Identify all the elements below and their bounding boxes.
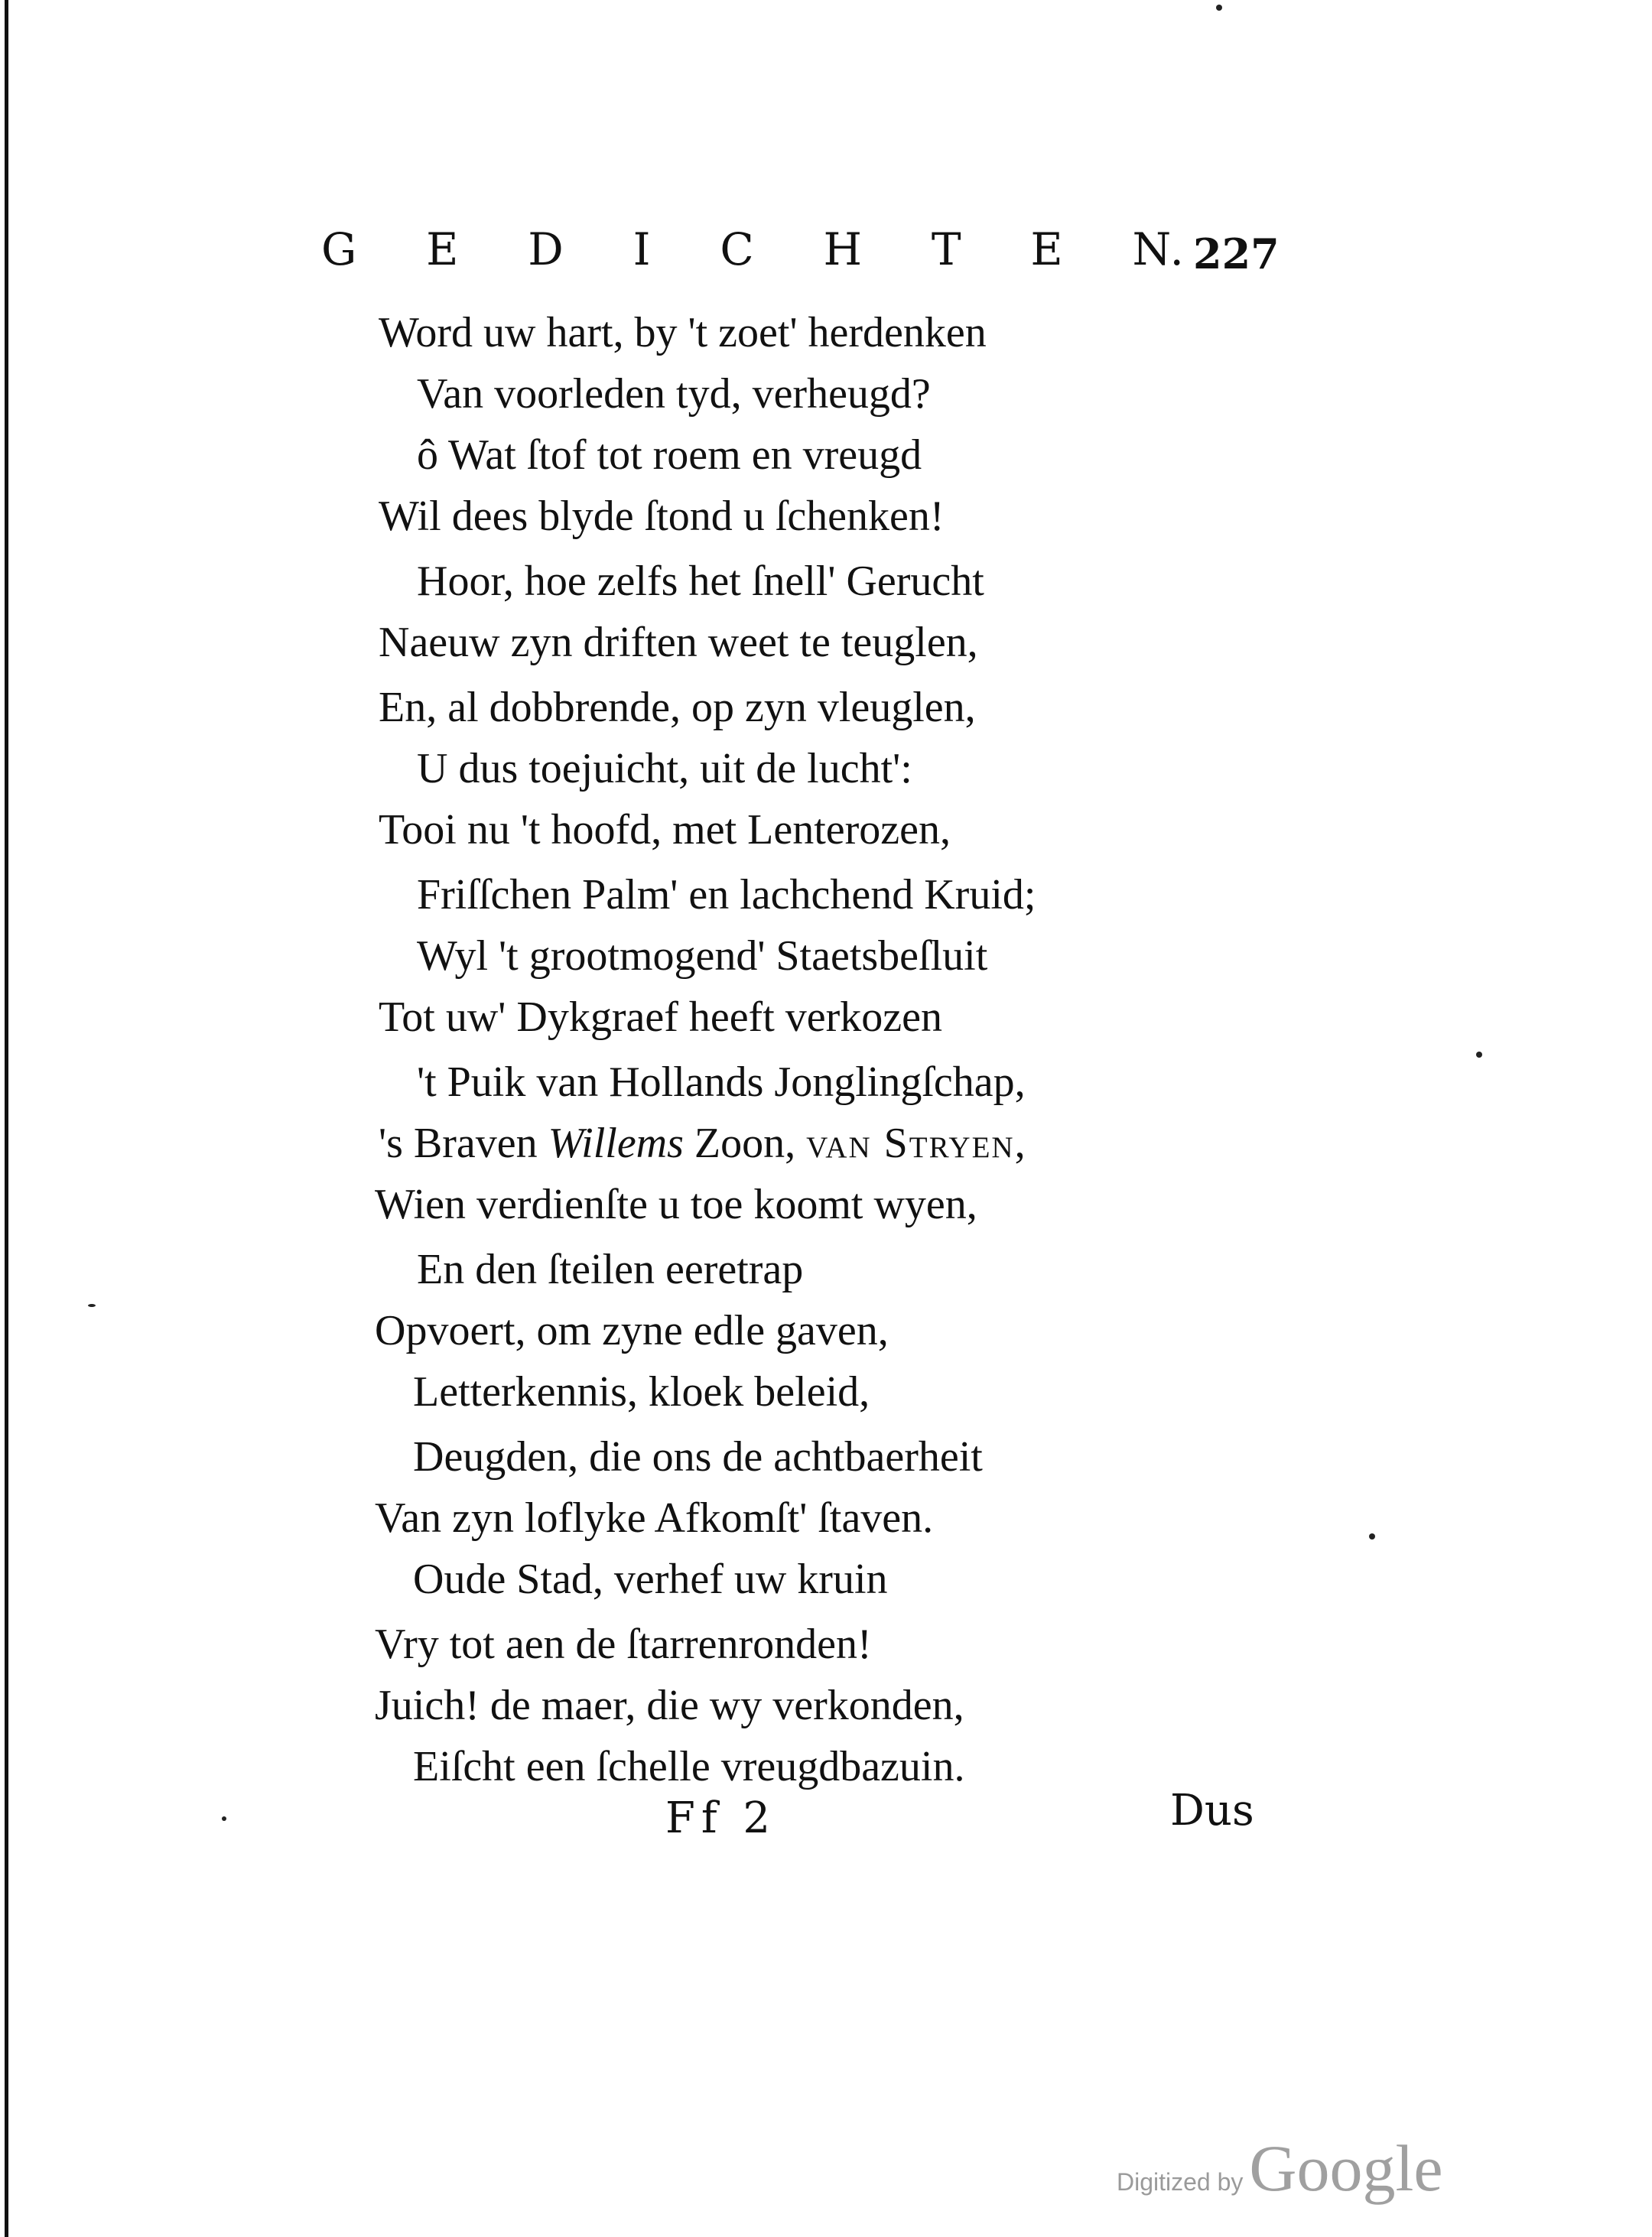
- poem-line: [379, 1117, 1026, 1170]
- poem-line: Hoor, hoe zelfs het ſnell' Gerucht: [417, 558, 984, 605]
- poem-line-text: ,: [1014, 1120, 1026, 1167]
- poem-line: Word uw hart, by 't zoet' herdenken: [379, 309, 987, 356]
- poem-line-small-caps-name: van Stryen: [806, 1120, 1015, 1167]
- google-logo: Google: [1249, 2131, 1443, 2205]
- poem-line: En, al dobbrende, op zyn vleuglen,: [379, 684, 976, 731]
- running-head-letter: C: [720, 223, 756, 275]
- poem-line: Naeuw zyn driften weet te teuglen,: [379, 619, 978, 666]
- page-number: 227: [1193, 229, 1280, 278]
- poem-line: Wyl 't grootmogend' Staetsbeſluit: [417, 932, 988, 980]
- poem-line: Wien verdienſte u toe koomt wyen,: [375, 1181, 977, 1228]
- poem-line: Tot uw' Dykgraef heeft verkozen: [379, 993, 942, 1041]
- poem-line: 't Puik van Hollands Jonglingſchap,: [417, 1058, 1026, 1106]
- poem-line: Oude Stad, verhef uw kruin: [413, 1556, 888, 1603]
- scan-speck: [88, 1304, 96, 1307]
- poem-line: Opvoert, om zyne edle gaven,: [375, 1307, 889, 1354]
- poem-line: Deugden, die ons de achtbaerheit: [413, 1433, 983, 1481]
- running-head-letter: I: [633, 223, 652, 275]
- running-head-letter: H: [823, 223, 864, 275]
- poem-line: Tooi nu 't hoofd, met Lenterozen,: [379, 806, 951, 854]
- poem-line: Wil dees blyde ſtond u ſchenken!: [379, 493, 945, 540]
- scan-speck: [1476, 1052, 1482, 1058]
- page-edge-shadow: [5, 0, 8, 2237]
- running-head-letter: T: [931, 223, 963, 275]
- scan-speck: [1216, 5, 1222, 11]
- scan-speck: [222, 1816, 226, 1821]
- running-head-letter: E: [1030, 223, 1065, 275]
- poem-line: En den ſteilen eeretrap: [417, 1246, 804, 1293]
- poem-line: Letterkennis, kloek beleid,: [413, 1368, 870, 1416]
- running-head-letter: D: [528, 223, 565, 275]
- catchword: Dus: [1170, 1786, 1254, 1835]
- poem-line: Vry tot aen de ſtarrenronden!: [375, 1621, 872, 1668]
- digitized-watermark: [1117, 2130, 1443, 2206]
- running-head-letter: N.: [1132, 223, 1185, 275]
- poem-line: Van zyn loflyke Afkomſt' ſtaven.: [375, 1494, 934, 1542]
- poem-line: Juich! de maer, die wy verkonden,: [375, 1682, 964, 1729]
- poem-line: ô Wat ſtof tot roem en vreugd: [417, 431, 922, 479]
- digitized-by-text: Digitized by: [1117, 2168, 1244, 2196]
- scan-speck: [1369, 1533, 1375, 1540]
- running-head-letter: E: [426, 223, 460, 275]
- poem-line-text: Zoon,: [683, 1120, 807, 1167]
- running-head: [321, 223, 1185, 275]
- poem-line: Eiſcht een ſchelle vreugdbazuin.: [413, 1743, 965, 1790]
- poem-line: Van voorleden tyd, verheugd?: [417, 370, 931, 418]
- poem-line: Friſſchen Palm' en lachchend Kruid;: [417, 871, 1036, 919]
- poem-line-italic-name: Willems: [548, 1120, 684, 1167]
- poem-line-text: 's Braven: [379, 1120, 548, 1167]
- signature-mark: Ff 2: [665, 1793, 777, 1843]
- running-head-letter: G: [321, 223, 359, 275]
- poem-line: U dus toejuicht, uit de lucht':: [417, 745, 912, 792]
